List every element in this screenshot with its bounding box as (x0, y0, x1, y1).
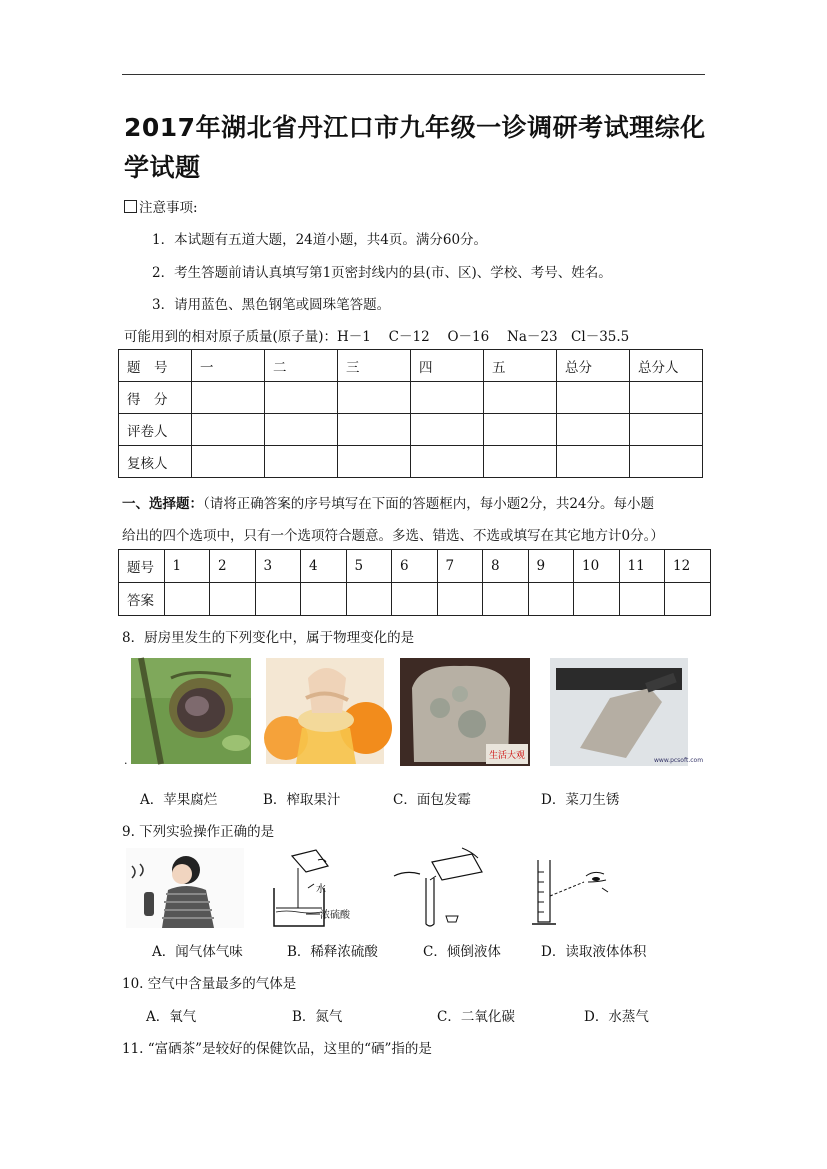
q8-option-d: D．菜刀生锈 (541, 792, 620, 808)
score-cell[interactable] (411, 382, 484, 414)
score-cell[interactable] (557, 382, 630, 414)
score-col: 四 (411, 350, 484, 382)
juicer-image (266, 658, 384, 764)
answer-cell[interactable] (528, 583, 574, 616)
answer-number: 4 (301, 550, 347, 583)
score-row (119, 414, 703, 446)
q10-option-c: C．二氧化碳 (437, 1009, 515, 1025)
checkbox-icon (124, 200, 137, 213)
score-cell[interactable] (557, 414, 630, 446)
dilute-acid-image (262, 848, 382, 928)
notice-item-3: 3．请用蓝色、黑色钢笔或圆珠笔答题。 (152, 297, 391, 313)
score-cell[interactable] (557, 446, 630, 478)
page-title-line2: 学试题 (124, 153, 201, 182)
answer-cell[interactable] (301, 583, 347, 616)
notice-heading-text: 注意事项: (139, 200, 198, 216)
score-cell[interactable] (484, 414, 557, 446)
score-cell[interactable] (484, 446, 557, 478)
q10-option-b: B．氮气 (292, 1009, 343, 1025)
score-cell[interactable] (630, 414, 703, 446)
notice-heading (124, 196, 198, 216)
notice-item-1: 1．本试题有五道大题，24道小题，共4页。满分60分。 (152, 232, 488, 248)
answer-number: 1 (164, 550, 210, 583)
q9-stem: 9. 下列实验操作正确的是 (122, 824, 275, 840)
answer-cell[interactable] (255, 583, 301, 616)
page-title-line1: 2017年湖北省丹江口市九年级一诊调研考试理综化 (124, 113, 706, 142)
answer-number: 6 (392, 550, 438, 583)
rusty-knife-caption: www.pcsoft.com (654, 757, 704, 764)
q10-stem: 10. 空气中含量最多的气体是 (122, 976, 297, 992)
answer-table-answers (119, 583, 711, 616)
answer-cell[interactable] (210, 583, 256, 616)
water-label: 水 (316, 884, 326, 895)
score-cell[interactable] (411, 414, 484, 446)
section1-intro-text: （请将正确答案的序号填写在下面的答题框内，每小题2分，共24分。每小题 (203, 496, 655, 512)
section1-heading: 一、选择题： (122, 496, 203, 512)
moldy-bread-caption: 生活大观 (488, 751, 526, 761)
score-row-label: 评卷人 (119, 414, 192, 446)
q8-option-b: B．榨取果汁 (263, 792, 341, 808)
score-col: 一 (192, 350, 265, 382)
rusty-knife-image (550, 658, 704, 766)
acid-label: 浓硫酸 (320, 910, 350, 921)
q8-option-c: C．面包发霉 (393, 792, 471, 808)
answer-number: 11 (619, 550, 665, 583)
score-col: 总分 (557, 350, 630, 382)
answer-number: 8 (483, 550, 529, 583)
answer-number: 5 (346, 550, 392, 583)
q8-dot: . (124, 754, 128, 767)
atomic-mass-line: 可能用到的相对原子质量(原子量)：H－1 C－12 O－16 Na－23 Cl－35.5 (124, 329, 630, 345)
pour-liquid-image (392, 848, 492, 928)
moldy-bread-image (400, 658, 530, 766)
score-cell[interactable] (630, 382, 703, 414)
rotten-apple-image (131, 658, 251, 764)
answer-cell[interactable] (574, 583, 620, 616)
q9-option-b: B．稀释浓硫酸 (287, 944, 378, 960)
score-cell[interactable] (192, 414, 265, 446)
answer-number: 10 (574, 550, 620, 583)
answer-cell[interactable] (346, 583, 392, 616)
score-table (118, 349, 703, 478)
score-cell[interactable] (192, 446, 265, 478)
top-rule (122, 74, 705, 75)
answer-cell[interactable] (437, 583, 483, 616)
answer-row-label: 题号 (119, 550, 165, 583)
notice-item-2: 2．考生答题前请认真填写第1页密封线内的县(市、区)、学校、考号、姓名。 (152, 265, 612, 281)
score-cell[interactable] (265, 414, 338, 446)
score-table-header (119, 350, 703, 382)
section1-intro-line2: 给出的四个选项中，只有一个选项符合题意。多选、错选、不选或填写在其它地方计0分。） (122, 528, 664, 544)
score-row-label: 得 分 (119, 382, 192, 414)
answer-cell[interactable] (164, 583, 210, 616)
score-col: 题 号 (119, 350, 192, 382)
score-col: 五 (484, 350, 557, 382)
answer-number: 7 (437, 550, 483, 583)
score-cell[interactable] (338, 382, 411, 414)
smell-gas-image (126, 848, 244, 928)
score-col: 二 (265, 350, 338, 382)
score-cell[interactable] (484, 382, 557, 414)
score-cell[interactable] (265, 382, 338, 414)
q9-option-c: C．倾倒液体 (423, 944, 501, 960)
q8-option-a: A．苹果腐烂 (140, 792, 218, 808)
answer-number: 2 (210, 550, 256, 583)
score-cell[interactable] (338, 446, 411, 478)
answer-cell[interactable] (619, 583, 665, 616)
answer-table (118, 549, 711, 616)
score-row-label: 复核人 (119, 446, 192, 478)
answer-table-numbers (119, 550, 711, 583)
score-col: 三 (338, 350, 411, 382)
score-cell[interactable] (411, 446, 484, 478)
score-row (119, 382, 703, 414)
answer-number: 3 (255, 550, 301, 583)
q9-option-d: D．读取液体体积 (541, 944, 647, 960)
score-row (119, 446, 703, 478)
answer-number: 12 (665, 550, 711, 583)
q9-option-a: A．闻气体气味 (152, 944, 243, 960)
read-volume-image (528, 852, 618, 928)
answer-cell[interactable] (483, 583, 529, 616)
score-cell[interactable] (192, 382, 265, 414)
score-cell[interactable] (338, 414, 411, 446)
answer-cell[interactable] (392, 583, 438, 616)
answer-row-label: 答案 (119, 583, 165, 616)
score-col: 总分人 (630, 350, 703, 382)
q10-option-d: D．水蒸气 (584, 1009, 649, 1025)
answer-cell[interactable] (665, 583, 711, 616)
answer-number: 9 (528, 550, 574, 583)
section1-intro-line1 (122, 492, 654, 512)
score-cell[interactable] (265, 446, 338, 478)
q11-stem: 11. “富硒茶”是较好的保健饮品，这里的“硒”指的是 (122, 1041, 432, 1057)
q8-stem: 8．厨房里发生的下列变化中，属于物理变化的是 (122, 630, 415, 646)
q10-option-a: A．氧气 (146, 1009, 197, 1025)
score-cell[interactable] (630, 446, 703, 478)
